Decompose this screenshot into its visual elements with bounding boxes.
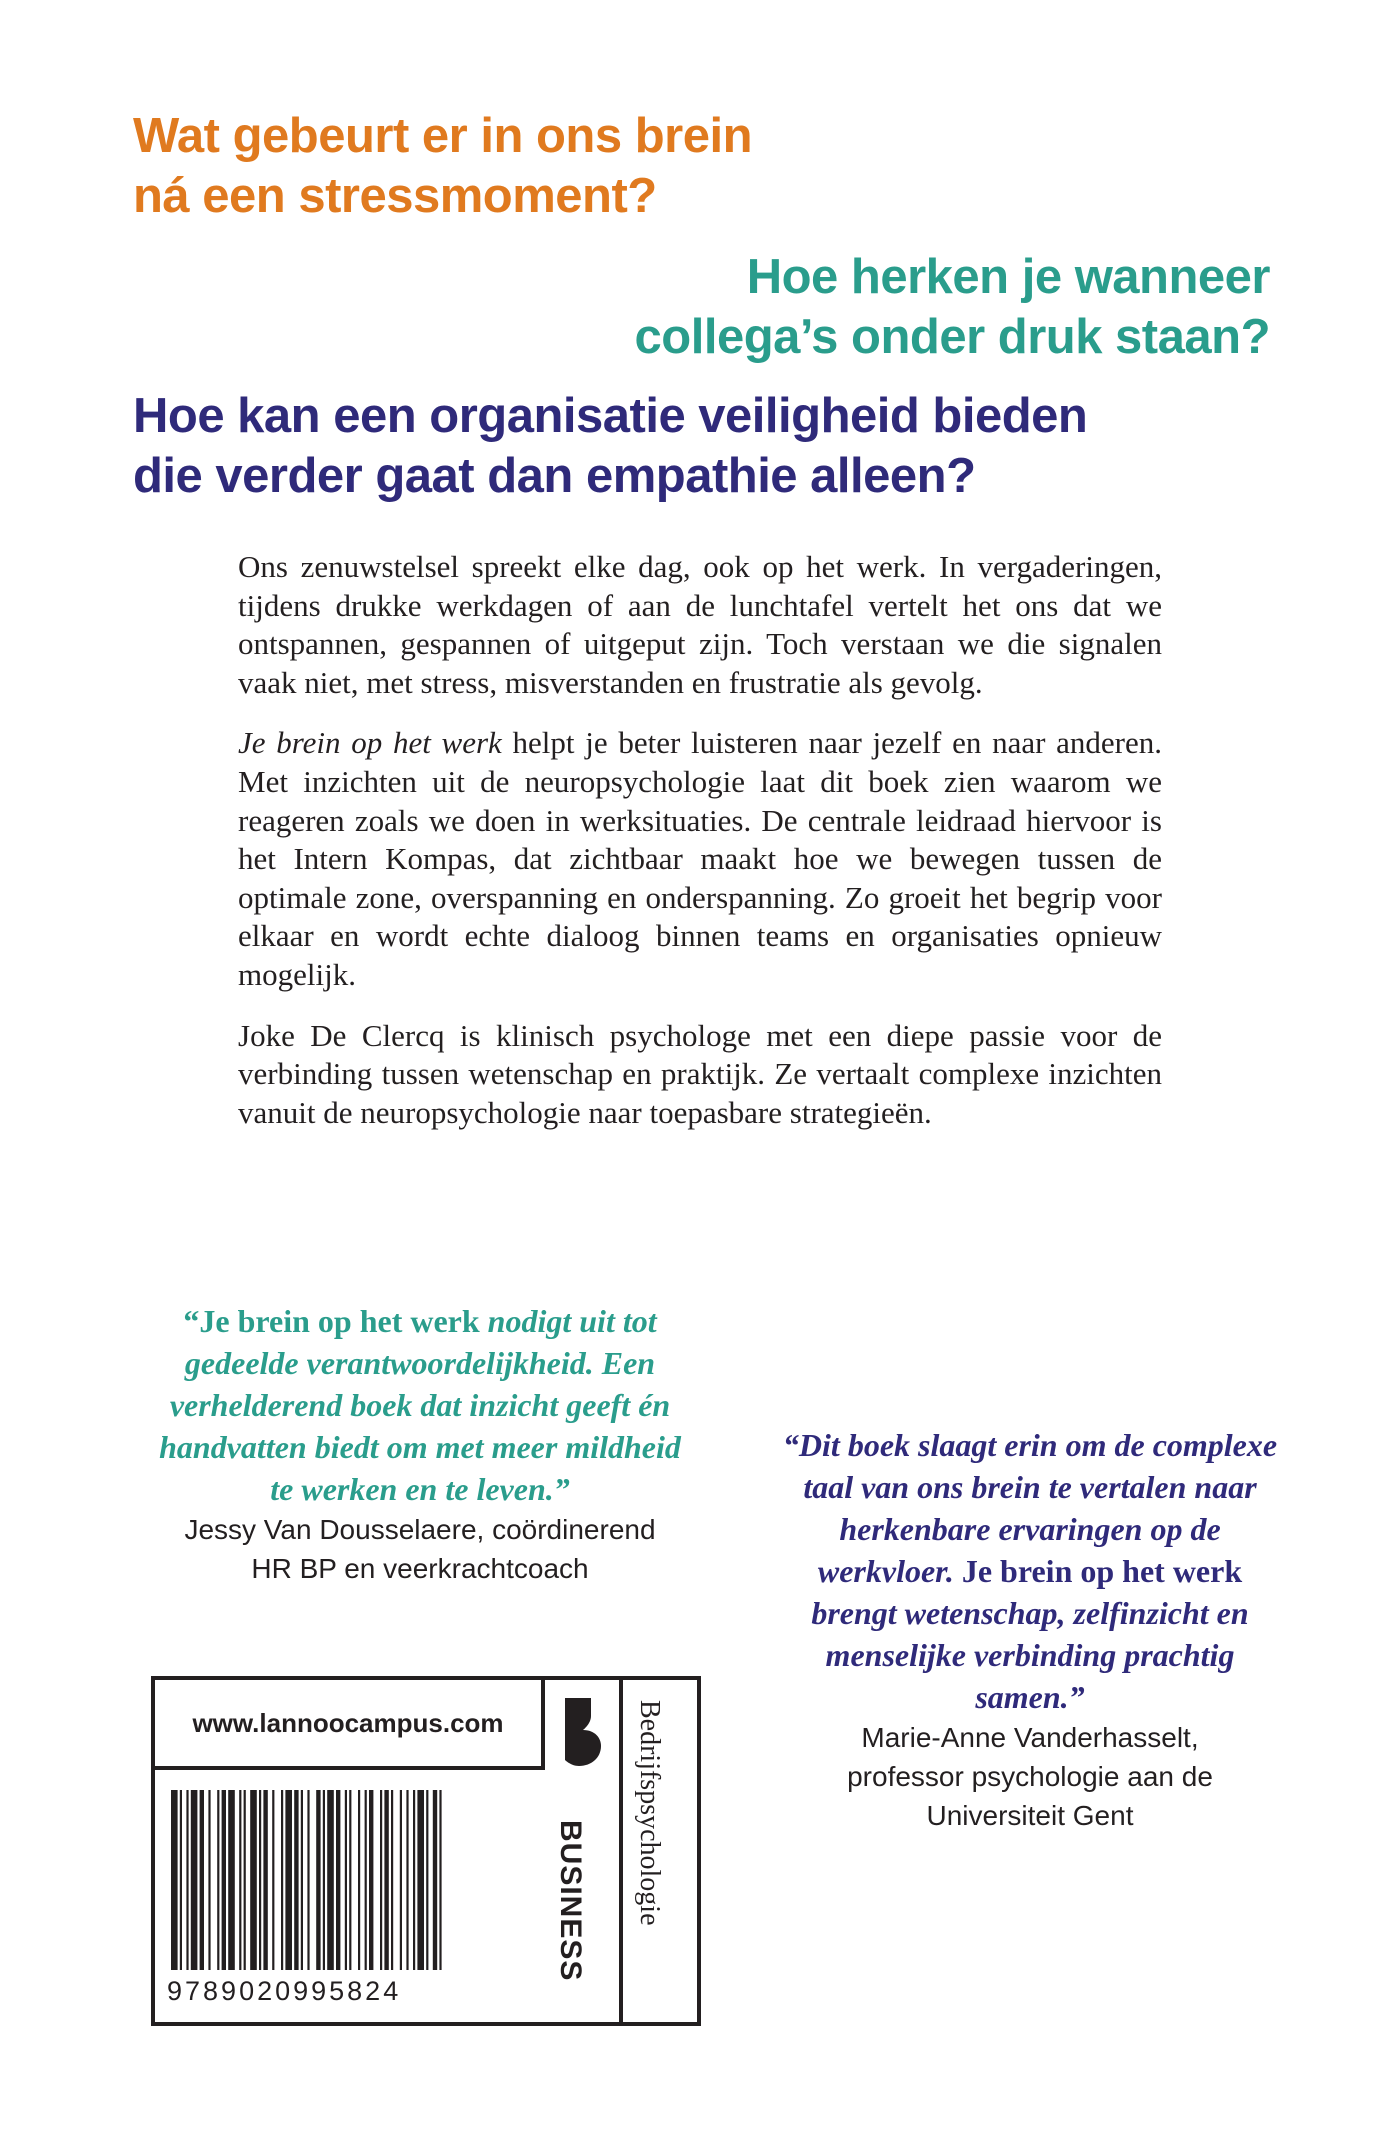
blurb [238,548,1162,1154]
endorsement-right-text-1: “Dit boek slaagt erin om de complexe taal van ons brein te vertalen naar herkenbare ervaringen op de werkvloer. [782,1427,1278,1589]
subcategory-column [623,1680,697,2022]
question-3-line-2: die verder gaat dan empathie alleen? [133,449,976,503]
barcode-bar [263,1790,267,1970]
endorsement-right-quote [780,1424,1280,1718]
barcode-bar [208,1790,210,1970]
question-1 [133,106,752,226]
barcode-bar [345,1790,347,1970]
barcode-bar [294,1790,298,1970]
endorsement-right-attribution [780,1718,1280,1835]
barcode-bar [400,1790,402,1970]
publisher-url[interactable]: www.lannoocampus.com [155,1680,545,1770]
barcode-bar [349,1790,351,1970]
barcode-bar [228,1790,235,1970]
barcode-bar [426,1790,428,1970]
endorsement-left-text: nodigt uit tot gedeelde verantwoordelijkheid. Een verhelderend boek dat inzicht geeft én handvatten biedt om met meer mildheid te werken en te leven.” [159,1303,681,1507]
endorsement-left [150,1300,690,1588]
barcode-bar [336,1790,340,1970]
barcode-bar [365,1790,367,1970]
blurb-paragraph-1: Ons zenuwstelsel spreekt elke dag, ook op het werk. In vergaderingen, tijdens drukke werkdagen of aan de lunchtafel vertelt het ons dat we ontspannen, gespannen of uitgeput zijn. Toch verstaan we die signalen vaak niet, met stress, misverstanden en frustratie als gevolg. [238,549,1162,700]
barcode-bar [433,1790,437,1970]
question-1-line-2: ná een stressmoment? [133,169,657,223]
subcategory-label: Bedrijfspsychologie [634,1700,665,1926]
barcode-bar [200,1790,204,1970]
barcode-bar [417,1790,424,1970]
barcode-bar [413,1790,415,1970]
barcode-bar [217,1790,219,1970]
barcode-bar [244,1790,246,1970]
barcode-bar [285,1790,292,1970]
barcode-bar [259,1790,261,1970]
question-3 [133,386,1087,506]
question-2-line-2: collega’s onder druk staan? [634,310,1270,364]
barcode-bar [384,1790,388,1970]
attribution-line: HR BP en veerkrachtcoach [251,1553,589,1584]
question-2 [635,247,1270,367]
barcode-bar [327,1790,334,1970]
question-1-line-1: Wat gebeurt er in ons brein [133,109,753,163]
category-label: BUSINESS [554,1820,587,1982]
blurb-paragraph-2 [238,724,1162,994]
barcode-bar [316,1790,320,1970]
barcode-bar [391,1790,393,1970]
endorsement-right-title: Je brein op het werk [961,1553,1243,1589]
endorsement-right [780,1424,1280,1835]
barcode-bar [323,1790,325,1970]
barcode-bar [281,1790,283,1970]
barcode-bar [369,1790,373,1970]
attribution-line: Universiteit Gent [926,1800,1134,1831]
author-bio: Joke De Clercq is klinisch psychologe met een diepe passie voor de verbinding tussen wetenschap en praktijk. Ze vertaalt complexe inzichten vanuit de neuropsychologie naar toepasbare strategieën. [238,1017,1162,1130]
barcode-bar [301,1790,303,1970]
publisher-box [151,1676,701,2026]
barcode [165,1790,535,1970]
lannoocampus-logo-icon [561,1694,605,1770]
barcode-bar [186,1790,188,1970]
barcode-bar [171,1790,178,1970]
endorsement-left-attribution [150,1510,690,1588]
blurb-paragraph-2-text: helpt je beter luisteren naar jezelf en naar anderen. Met inzichten uit de neuropsychologie laat dit boek zien waarom we reageren zoals we doen in werksituaties. De centrale leidraad hiervoor is het Intern Kompas, dat zichtbaar maakt hoe we bewegen tussen de optimale zone, overspanning en onderspanning. Zo groeit het begrip voor elkaar en wordt echte dialoog binnen teams en organisaties opnieuw mogelijk. [238,725,1162,992]
endorsement-right-text-2: brengt wetenschap, zelfinzicht en menselijke verbinding prachtig samen.” [811,1595,1249,1715]
barcode-bar [380,1790,382,1970]
book-title-italic: Je brein op het werk [238,725,502,761]
attribution-line: Marie-Anne Vanderhasselt, [861,1722,1199,1753]
barcode-bar [406,1790,408,1970]
barcode-bar [191,1790,198,1970]
barcode-bar [358,1790,360,1970]
barcode-bar [222,1790,226,1970]
barcode-bar [439,1790,441,1970]
question-3-line-1: Hoe kan een organisatie veiligheid bieden [133,389,1088,443]
barcode-bar [180,1790,182,1970]
attribution-line: Jessy Van Dousselaere, coördinerend [184,1514,656,1545]
endorsement-left-quote [150,1300,690,1510]
barcode-bar [272,1790,274,1970]
attribution-line: professor psychologie aan de [847,1761,1213,1792]
barcode-bar [239,1790,241,1970]
barcode-bar [307,1790,309,1970]
endorsement-left-title: “Je brein op het werk [183,1303,480,1339]
question-2-line-1: Hoe herken je wanneer [746,250,1270,304]
category-column [545,1680,623,2022]
barcode-bar [250,1790,257,1970]
isbn-number: 9789020995824 [167,1976,402,2006]
